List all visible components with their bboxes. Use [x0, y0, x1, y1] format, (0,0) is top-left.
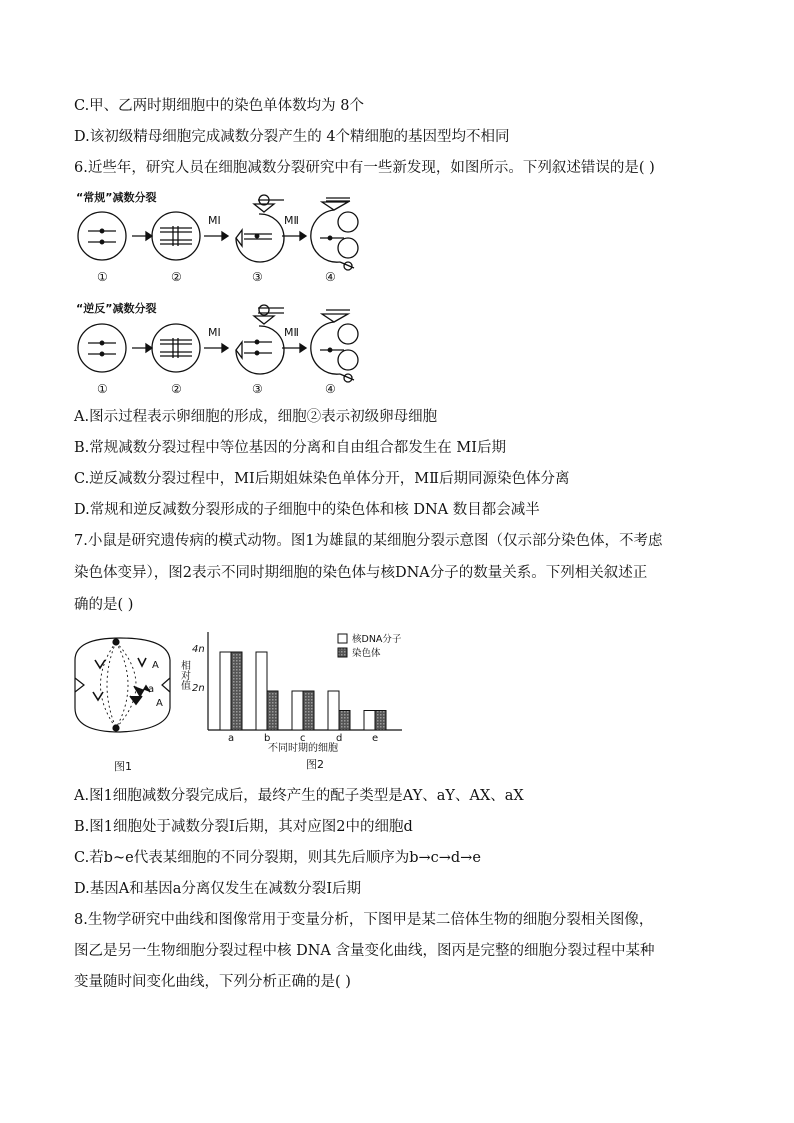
q8-stem-line-2: 图乙是另一生物细胞分裂过程中核 DNA 含量变化曲线，图丙是完整的细胞分裂过程中某种	[74, 943, 655, 959]
legend	[338, 633, 402, 659]
bar-a-chromosome	[231, 652, 242, 730]
q7-figure-1	[70, 630, 180, 775]
arrow-1	[132, 232, 152, 240]
q7-option-a: A.图1细胞减数分裂完成后，最终产生的配子类型是AY、aY、AX、aX	[74, 788, 524, 804]
cleavage-right	[162, 678, 170, 692]
q7-option-d: D.基因A和基因a分离仅发生在减数分裂Ⅰ后期	[74, 881, 362, 897]
legend-chrom-swatch	[338, 648, 347, 657]
bar-a-dna	[220, 652, 231, 730]
q7-option-c: C.若b~e代表某细胞的不同分裂期，则其先后顺序为b→c→d→e	[74, 850, 481, 866]
bar-d-chromosome	[339, 711, 350, 731]
q6-m2-label-2: MⅡ	[284, 326, 299, 339]
bar-c-chromosome	[303, 691, 314, 730]
bar-e-chromosome	[375, 711, 386, 731]
q6-option-b: B.常规减数分裂过程中等位基因的分离和自由组合都发生在 MⅠ后期	[74, 440, 506, 456]
legend-dna-label: 核DNA分子	[352, 634, 402, 645]
ytick-4n: 4n	[192, 644, 205, 655]
y-axis-label: 相对值	[178, 660, 190, 690]
centrosome-bottom	[113, 725, 119, 731]
q6-option-a: A.图示过程表示卵细胞的形成，细胞②表示初级卵母细胞	[74, 409, 438, 425]
q7-figure-2	[170, 624, 420, 774]
row1-label-1: ①	[97, 270, 108, 284]
row1-cell-1	[78, 212, 126, 260]
row1-label-2: ②	[171, 270, 182, 284]
legend-dna-swatch	[338, 634, 347, 643]
row2-label-2: ②	[171, 382, 182, 396]
fig2-caption: 图2	[306, 758, 324, 771]
q8-stem-line-3: 变量随时间变化曲线，下列分析正确的是( )	[74, 974, 351, 990]
row2-cell-4	[311, 310, 358, 382]
q6-m1-label: MⅠ	[208, 214, 221, 227]
q6-row1-title: “常规”减数分裂	[76, 191, 157, 204]
bar-e-dna	[364, 711, 375, 731]
x-axis-label: 不同时期的细胞	[268, 743, 338, 754]
q7-stem-line-3: 确的是( )	[74, 597, 134, 613]
chromosomes-left	[93, 660, 105, 700]
gene-a-upper-2: A	[156, 698, 163, 709]
q7-option-b: B.图1细胞处于减数分裂Ⅰ后期，其对应图2中的细胞d	[74, 819, 413, 835]
xtick-b: b	[264, 733, 271, 744]
row2-cell-1	[78, 324, 126, 372]
arrow-6	[282, 344, 306, 352]
q6-option-c: C.逆反减数分裂过程中，MⅠ后期姐妹染色单体分开，MⅡ后期同源染色体分离	[74, 471, 570, 487]
chromosomes-right	[130, 658, 150, 704]
xtick-d: d	[336, 733, 343, 744]
row2-label-3: ③	[252, 382, 263, 396]
cell-membrane	[75, 638, 170, 732]
q7-stem-line-1: 7.小鼠是研究遗传病的模式动物。图1为雄鼠的某细胞分裂示意图（仅示部分染色体，不考虑	[74, 533, 663, 549]
legend-chrom-label: 染色体	[352, 648, 381, 659]
arrow-4	[132, 344, 152, 352]
q6-m2-label: MⅡ	[284, 214, 299, 227]
q5-option-d: D.该初级精母细胞完成减数分裂产生的 4个精细胞的基因型均不相同	[74, 129, 510, 145]
spindle-fibers	[101, 642, 137, 728]
row2-cell-2	[152, 324, 200, 372]
centrosome-top	[113, 639, 119, 645]
q6-stem: 6.近些年，研究人员在细胞减数分裂研究中有一些新发现，如图所示。下列叙述错误的是( )	[74, 160, 655, 176]
row1-label-3: ③	[252, 270, 263, 284]
q6-row2-title: “逆反”减数分裂	[76, 302, 157, 315]
row1-label-4: ④	[325, 270, 336, 284]
q6-m1-label-2: MⅠ	[208, 326, 221, 339]
bar-b-chromosome	[267, 691, 278, 730]
fig1-caption: 图1	[114, 760, 132, 773]
q5-option-c: C.甲、乙两时期细胞中的染色单体数均为 8个	[74, 98, 365, 114]
row2-label-4: ④	[325, 382, 336, 396]
row1-cell-4	[311, 198, 358, 270]
gene-a-upper: A	[152, 660, 159, 671]
q7-stem-line-2: 染色体变异），图2表示不同时期细胞的染色体与核DNA分子的数量关系。下列相关叙述正	[74, 565, 648, 581]
bar-c-dna	[292, 691, 303, 730]
q6-option-d: D.常规和逆反减数分裂形成的子细胞中的染色体和核 DNA 数目都会减半	[74, 502, 540, 518]
xtick-e: e	[372, 733, 379, 744]
row2-cell-3	[236, 305, 284, 374]
gene-a-lower: a	[148, 684, 155, 695]
cleavage-left	[75, 678, 84, 692]
bar-b-dna	[256, 652, 267, 730]
q6-figure	[72, 186, 412, 398]
arrow-5	[204, 344, 228, 352]
xtick-c: c	[300, 733, 306, 744]
row2-label-1: ①	[97, 382, 108, 396]
q8-stem-line-1: 8.生物学研究中曲线和图像常用于变量分析，下图甲是某二倍体生物的细胞分裂相关图像，	[74, 912, 654, 928]
xtick-a: a	[228, 733, 235, 744]
ytick-2n: 2n	[192, 683, 205, 694]
arrow-3	[282, 232, 306, 240]
bar-d-dna	[328, 691, 339, 730]
row1-cell-3	[236, 195, 284, 262]
arrow-2	[204, 232, 228, 240]
row1-cell-2	[152, 212, 200, 260]
